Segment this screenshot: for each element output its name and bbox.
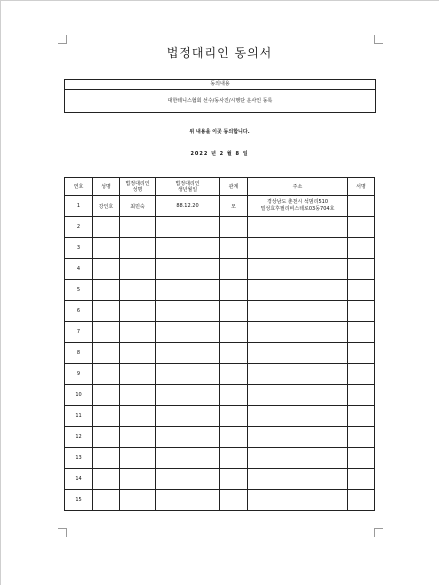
margin-mark-bottom-right: [374, 528, 383, 537]
row-name: [93, 448, 120, 469]
table-row: [65, 385, 375, 406]
header-relation: 관계: [220, 178, 248, 196]
row-guardian-birth: [156, 490, 220, 511]
row-number: 11: [65, 406, 93, 427]
row-guardian-name: [120, 385, 156, 406]
row-name: [93, 490, 120, 511]
row-relation: [220, 385, 248, 406]
row-guardian-name: [120, 259, 156, 280]
row-signature: [348, 406, 375, 427]
row-relation: [220, 427, 248, 448]
row-signature: [348, 448, 375, 469]
table-row: [65, 343, 375, 364]
table-row: [65, 469, 375, 490]
row-signature: [348, 427, 375, 448]
row-address: [248, 364, 348, 385]
row-guardian-birth: 88.12.20: [156, 196, 220, 217]
address-line-2: 밀성효후필리비스테로03동704호: [260, 206, 335, 212]
row-address: [248, 448, 348, 469]
table-row: [65, 301, 375, 322]
table-row: [65, 427, 375, 448]
row-name: [93, 280, 120, 301]
margin-mark-bottom-left: [58, 528, 67, 537]
row-name: [93, 406, 120, 427]
row-guardian-name: [120, 469, 156, 490]
address-line-1: 경상남도 춘천시 석범리510: [266, 199, 329, 205]
row-guardian-birth: [156, 343, 220, 364]
row-number: 2: [65, 217, 93, 238]
row-name: [93, 301, 120, 322]
row-signature: [348, 217, 375, 238]
row-address: [248, 322, 348, 343]
consent-text: 대한테니스협회 선수/동사진/시행단 운사인 동록: [167, 98, 273, 104]
row-relation: [220, 343, 248, 364]
row-relation: [220, 280, 248, 301]
row-number: 10: [65, 385, 93, 406]
row-number: 8: [65, 343, 93, 364]
row-signature: [348, 364, 375, 385]
row-guardian-name: [120, 406, 156, 427]
row-address: [248, 238, 348, 259]
table-row: [65, 238, 375, 259]
header-guardian-name: 법정대리인 성명: [120, 178, 156, 196]
page-frame-top: [0, 0, 439, 1]
row-number: 6: [65, 301, 93, 322]
margin-mark-top-left: [58, 35, 67, 44]
page-frame-left: [0, 0, 1, 585]
header-guardian-birth: 법정대리인 생년월일: [156, 178, 220, 196]
table-header-row: [65, 178, 375, 196]
row-guardian-name: 최민숙: [120, 196, 156, 217]
row-number: 14: [65, 469, 93, 490]
row-name: [93, 238, 120, 259]
row-guardian-name: [120, 238, 156, 259]
table-row: [65, 322, 375, 343]
row-relation: [220, 217, 248, 238]
table-row: [65, 259, 375, 280]
row-guardian-name: [120, 301, 156, 322]
row-signature: [348, 259, 375, 280]
row-number: 7: [65, 322, 93, 343]
row-number: 15: [65, 490, 93, 511]
consent-box: [64, 79, 376, 113]
row-guardian-birth: [156, 364, 220, 385]
row-relation: [220, 448, 248, 469]
table-body: [65, 196, 375, 511]
row-number: 9: [65, 364, 93, 385]
row-address: [248, 490, 348, 511]
row-address: [248, 259, 348, 280]
row-signature: [348, 343, 375, 364]
row-address: [248, 385, 348, 406]
row-guardian-birth: [156, 406, 220, 427]
row-guardian-birth: [156, 427, 220, 448]
document-date: 2022 년 2 월 8 일: [190, 151, 249, 157]
row-number: 5: [65, 280, 93, 301]
row-guardian-name: [120, 364, 156, 385]
header-name: 성명: [93, 178, 120, 196]
row-guardian-name: [120, 280, 156, 301]
row-name: 강인호: [93, 196, 120, 217]
row-guardian-name: [120, 217, 156, 238]
row-name: [93, 385, 120, 406]
row-address: [248, 196, 348, 217]
row-signature: [348, 238, 375, 259]
header-number: 연호: [65, 178, 93, 196]
guardian-table: [64, 177, 375, 511]
margin-mark-top-right: [374, 35, 383, 44]
row-address: [248, 217, 348, 238]
row-signature: [348, 196, 375, 217]
row-number: 4: [65, 259, 93, 280]
table-row: [65, 406, 375, 427]
row-guardian-birth: [156, 280, 220, 301]
row-guardian-name: [120, 343, 156, 364]
row-relation: 모: [220, 196, 248, 217]
row-number: 13: [65, 448, 93, 469]
row-guardian-birth: [156, 448, 220, 469]
header-address: 주소: [248, 178, 348, 196]
row-guardian-birth: [156, 385, 220, 406]
document-title: 법정대리인 동의서: [166, 46, 273, 60]
table-row: [65, 448, 375, 469]
row-relation: [220, 364, 248, 385]
row-address: [248, 280, 348, 301]
table-row: [65, 490, 375, 511]
row-name: [93, 427, 120, 448]
row-name: [93, 217, 120, 238]
row-guardian-name: [120, 427, 156, 448]
row-guardian-name: [120, 322, 156, 343]
row-number: 12: [65, 427, 93, 448]
row-address: [248, 427, 348, 448]
table-row: [65, 217, 375, 238]
table-row: [65, 196, 375, 217]
table-row: [65, 280, 375, 301]
row-name: [93, 343, 120, 364]
row-relation: [220, 259, 248, 280]
row-relation: [220, 406, 248, 427]
row-signature: [348, 385, 375, 406]
row-guardian-birth: [156, 322, 220, 343]
row-address: [248, 469, 348, 490]
row-guardian-birth: [156, 217, 220, 238]
row-name: [93, 259, 120, 280]
row-guardian-birth: [156, 469, 220, 490]
row-signature: [348, 490, 375, 511]
row-address: [248, 406, 348, 427]
row-relation: [220, 322, 248, 343]
row-guardian-name: [120, 448, 156, 469]
row-relation: [220, 469, 248, 490]
row-address: [248, 343, 348, 364]
row-signature: [348, 301, 375, 322]
row-signature: [348, 322, 375, 343]
row-name: [93, 469, 120, 490]
row-number: 3: [65, 238, 93, 259]
row-name: [93, 322, 120, 343]
row-signature: [348, 469, 375, 490]
row-guardian-name: [120, 490, 156, 511]
consent-notice: 위 내용을 이곳 동의합니다.: [189, 129, 250, 135]
row-signature: [348, 280, 375, 301]
row-number: 1: [65, 196, 93, 217]
row-relation: [220, 301, 248, 322]
row-address: [248, 301, 348, 322]
header-signature: 서명: [348, 178, 375, 196]
row-guardian-birth: [156, 238, 220, 259]
row-relation: [220, 238, 248, 259]
row-name: [93, 364, 120, 385]
row-guardian-birth: [156, 259, 220, 280]
row-guardian-birth: [156, 301, 220, 322]
table-row: [65, 364, 375, 385]
consent-header: 동의내용: [65, 80, 375, 90]
row-relation: [220, 490, 248, 511]
